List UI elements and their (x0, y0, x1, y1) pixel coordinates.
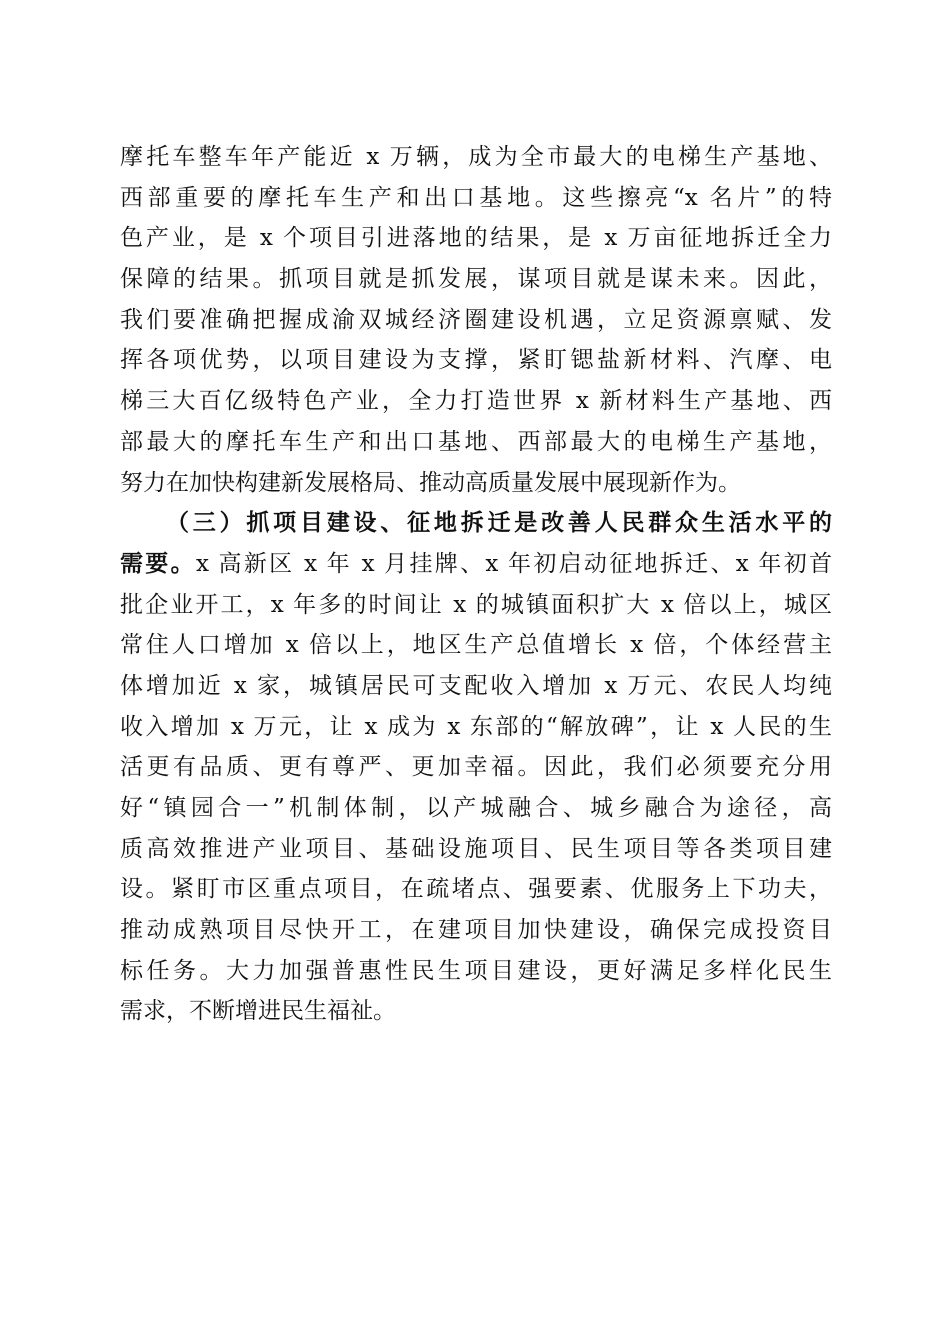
section-heading: （三）抓项目建设、征地拆迁是改善人民群众生活水平的 (166, 509, 832, 537)
paragraph-line: 收入增加 x 万元，让 x 成为 x 东部的“解放碑”，让 x 人民的生 (120, 713, 832, 740)
paragraph-line: 质高效推进产业项目、基础设施项目、民生项目等各类项目建 (120, 835, 832, 862)
paragraph-line: 设。紧盯市区重点项目，在疏堵点、强要素、优服务上下功夫， (120, 876, 832, 903)
paragraph-line: 努力在加快构建新发展格局、推动高质量发展中展现新作为。 (120, 469, 741, 496)
paragraph-industry (120, 137, 832, 503)
paragraph-line: 西部重要的摩托车生产和出口基地。这些擦亮“x 名片”的特 (120, 184, 832, 211)
paragraph-line: 活更有品质、更有尊严、更加幸福。因此，我们必须要充分用 (120, 754, 832, 781)
paragraph-line: 梯三大百亿级特色产业，全力打造世界 x 新材料生产基地、西 (120, 388, 832, 415)
document-body (120, 137, 832, 1032)
paragraph-livelihood (120, 503, 832, 1032)
paragraph-line (120, 544, 832, 585)
paragraph-line: 体增加近 x 家，城镇居民可支配收入增加 x 万元、农民人均纯 (120, 672, 832, 699)
paragraph-line: 挥各项优势，以项目建设为支撑，紧盯锶盐新材料、汽摩、电 (120, 347, 832, 374)
paragraph-line: 摩托车整车年产能近 x 万辆，成为全市最大的电梯生产基地、 (120, 144, 832, 170)
paragraph-line: 色产业，是 x 个项目引进落地的结果，是 x 万亩征地拆迁全力 (120, 225, 832, 252)
paragraph-line: 批企业开工，x 年多的时间让 x 的城镇面积扩大 x 倍以上，城区 (120, 591, 832, 618)
paragraph-text: x 高新区 x 年 x 月挂牌、x 年初启动征地拆迁、x 年初首 (195, 550, 832, 577)
paragraph-line: 我们要准确把握成渝双城经济圈建设机遇，立足资源禀赋、发 (120, 306, 832, 333)
paragraph-line: 推动成熟项目尽快开工，在建项目加快建设，确保完成投资目 (120, 917, 832, 944)
paragraph-line: 常住人口增加 x 倍以上，地区生产总值增长 x 倍，个体经营主 (120, 632, 832, 659)
section-heading-end: 需要。 (120, 549, 196, 577)
paragraph-line: 需求，不断增进民生福祉。 (120, 998, 396, 1025)
paragraph-line: 标任务。大力加强普惠性民生项目建设，更好满足多样化民生 (120, 957, 832, 984)
paragraph-line: 部最大的摩托车生产和出口基地、西部最大的电梯生产基地， (120, 428, 832, 455)
paragraph-line: 好“镇园合一”机制体制，以产城融合、城乡融合为途径，高 (120, 795, 832, 821)
paragraph-line: 保障的结果。抓项目就是抓发展，谋项目就是谋未来。因此， (120, 266, 832, 293)
